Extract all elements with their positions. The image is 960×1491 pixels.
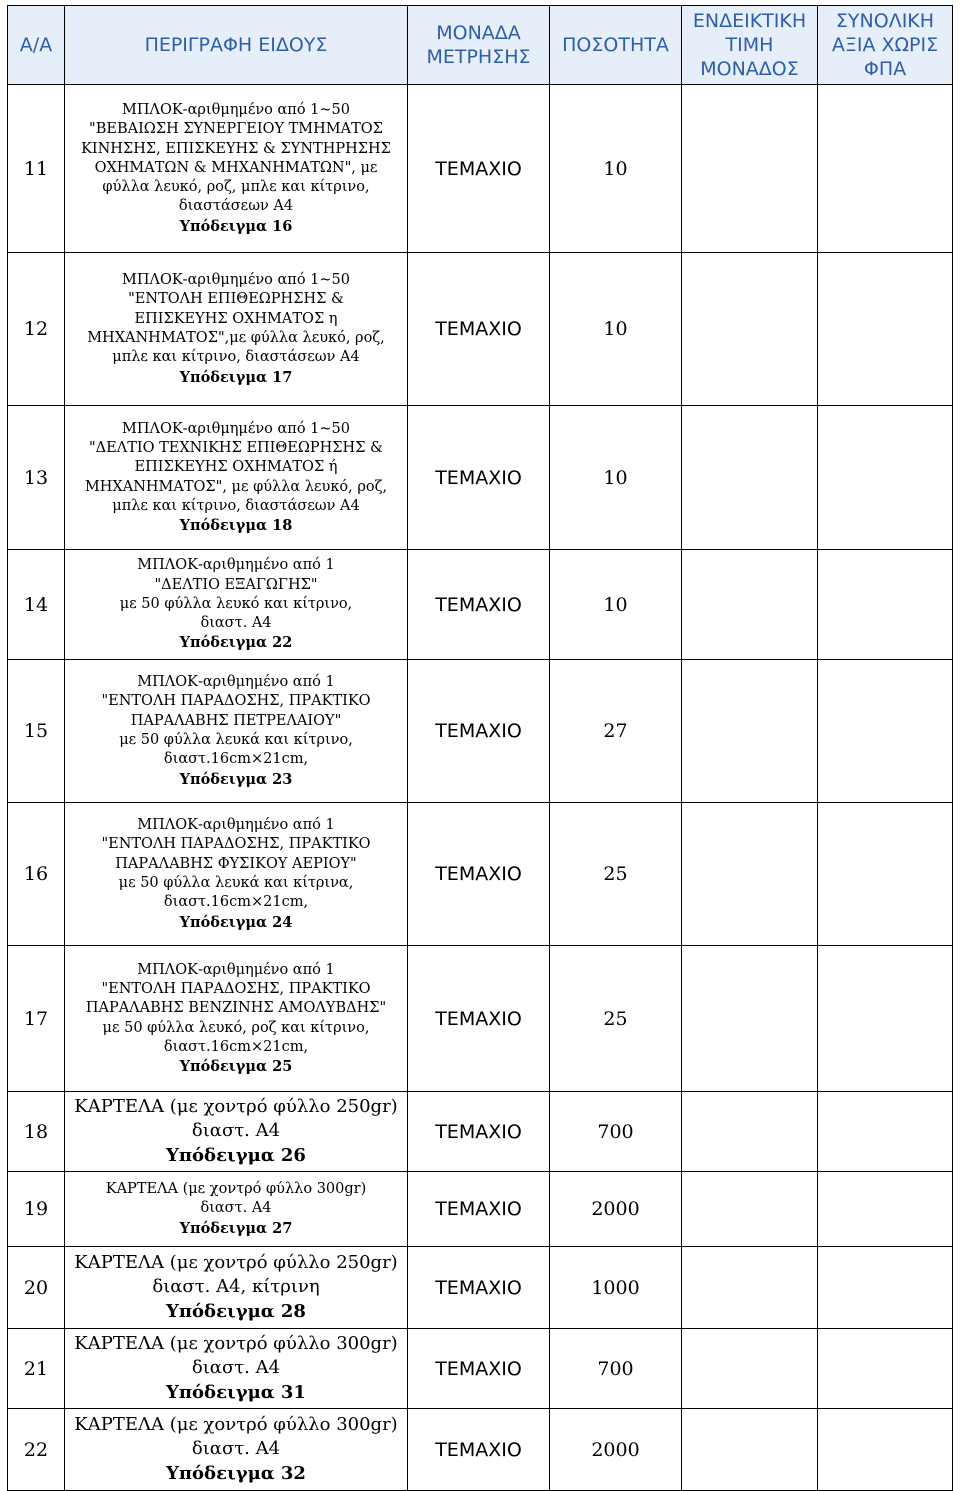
- description-line: ΠΑΡΑΛΑΒΗΣ ΦΥΣΙΚΟΥ ΑΕΡΙΟΥ": [115, 855, 357, 872]
- table-row: [8, 1329, 953, 1409]
- description-line: διαστ. Α4, κίτρινη: [152, 1276, 320, 1298]
- item-total-value[interactable]: [818, 1092, 953, 1172]
- description-line: ΚΙΝΗΣΗΣ, ΕΠΙΣΚΕΥΗΣ & ΣΥΝΤΗΡΗΣΗΣ: [81, 140, 391, 157]
- description-line: μπλε και κίτρινο, διαστάσεων Α4: [112, 497, 360, 514]
- item-description: [65, 946, 408, 1092]
- item-description: [65, 1329, 408, 1409]
- row-number: 17: [8, 946, 65, 1092]
- sample-reference: Υπόδειγμα 32: [166, 1462, 306, 1484]
- table-header-row: [8, 6, 953, 85]
- row-number: 18: [8, 1092, 65, 1172]
- description-line: διαστ. Α4: [191, 1438, 281, 1460]
- header-aa: Α/Α: [8, 6, 65, 85]
- description-line: ΚΑΡΤΕΛΑ (με χοντρό φύλλο 300gr): [74, 1332, 398, 1354]
- item-unit: ΤΕΜΑΧΙΟ: [408, 1092, 550, 1172]
- description-line: με 50 φύλλα λευκά και κίτρινο,: [119, 732, 353, 748]
- item-unit-price[interactable]: [682, 1247, 818, 1329]
- item-unit: ΤΕΜΑΧΙΟ: [408, 406, 550, 550]
- item-quantity: 25: [550, 803, 682, 946]
- item-unit-price[interactable]: [682, 406, 818, 550]
- item-unit-price[interactable]: [682, 1329, 818, 1409]
- table-row: [8, 1092, 953, 1172]
- item-quantity: 1000: [550, 1247, 682, 1329]
- row-number: 21: [8, 1329, 65, 1409]
- sample-reference: Υπόδειγμα 18: [179, 517, 293, 535]
- item-description: [65, 85, 408, 253]
- description-line: διαστ. Α4: [191, 1357, 281, 1379]
- description-line: "ΕΝΤΟΛΗ ΠΑΡΑΔΟΣΗΣ, ΠΡΑΚΤΙΚΟ: [101, 836, 371, 853]
- item-unit-price[interactable]: [682, 1172, 818, 1247]
- sample-reference: Υπόδειγμα 16: [179, 217, 293, 235]
- item-quantity: 700: [550, 1329, 682, 1409]
- sample-reference: Υπόδειγμα 24: [179, 913, 293, 931]
- item-unit: ΤΕΜΑΧΙΟ: [408, 550, 550, 660]
- item-total-value[interactable]: [818, 1172, 953, 1247]
- item-quantity: 2000: [550, 1409, 682, 1491]
- table-row: [8, 803, 953, 946]
- description-line: διαστάσεων Α4: [178, 198, 294, 215]
- item-description: [65, 1092, 408, 1172]
- description-line: μπλε και κίτρινο, διαστάσεων Α4: [112, 349, 360, 366]
- item-description: [65, 1409, 408, 1491]
- item-description: [65, 1172, 408, 1247]
- header-unit-price: ΕΝΔΕΙΚΤΙΚΗ ΤΙΜΗ ΜΟΝΑΔΟΣ: [682, 6, 818, 85]
- item-quantity: 25: [550, 946, 682, 1092]
- item-description: [65, 406, 408, 550]
- description-line: ΜΠΛΟΚ-αριθμημένο από 1: [137, 674, 335, 691]
- description-line: "ΕΝΤΟΛΗ ΠΑΡΑΔΟΣΗΣ, ΠΡΑΚΤΙΚΟ: [101, 980, 371, 997]
- item-description: [65, 253, 408, 406]
- description-line: διαστ. Α4: [200, 615, 272, 632]
- item-total-value[interactable]: [818, 660, 953, 803]
- row-number: 12: [8, 253, 65, 406]
- item-total-value[interactable]: [818, 406, 953, 550]
- table-row: [8, 1409, 953, 1491]
- item-quantity: 2000: [550, 1172, 682, 1247]
- table-row: [8, 946, 953, 1092]
- item-description: [65, 1247, 408, 1329]
- description-line: φύλλα λευκό, ροζ, μπλε και κίτρινο,: [102, 179, 370, 196]
- row-number: 15: [8, 660, 65, 803]
- sample-reference: Υπόδειγμα 17: [179, 368, 293, 386]
- row-number: 11: [8, 85, 65, 253]
- description-line: ΜΠΛΟΚ-αριθμημένο από 1~50: [122, 101, 350, 118]
- item-unit-price[interactable]: [682, 946, 818, 1092]
- sample-reference: Υπόδειγμα 26: [166, 1144, 306, 1166]
- item-total-value[interactable]: [818, 85, 953, 253]
- description-line: με 50 φύλλα λευκό και κίτρινο,: [119, 595, 353, 612]
- description-line: "ΒΕΒΑΙΩΣΗ ΣΥΝΕΡΓΕΙΟΥ ΤΜΗΜΑΤΟΣ: [89, 121, 383, 138]
- description-line: ΜΠΛΟΚ-αριθμημένο από 1~50: [122, 272, 350, 289]
- description-line: διαστ.16cm×21cm,: [163, 894, 309, 911]
- row-number: 16: [8, 803, 65, 946]
- sample-reference: Υπόδειγμα 31: [166, 1381, 306, 1403]
- row-number: 14: [8, 550, 65, 660]
- description-line: ΟΧΗΜΑΤΩΝ & ΜΗΧΑΝΗΜΑΤΩΝ", με: [94, 159, 378, 176]
- item-unit: ΤΕΜΑΧΙΟ: [408, 660, 550, 803]
- item-total-value[interactable]: [818, 1329, 953, 1409]
- item-unit: ΤΕΜΑΧΙΟ: [408, 1329, 550, 1409]
- item-unit: ΤΕΜΑΧΙΟ: [408, 1409, 550, 1491]
- row-number: 19: [8, 1172, 65, 1247]
- items-table: [7, 5, 953, 1491]
- item-total-value[interactable]: [818, 253, 953, 406]
- sample-reference: Υπόδειγμα 22: [179, 634, 293, 652]
- description-line: ΚΑΡΤΕΛΑ (με χοντρό φύλλο 250gr): [74, 1251, 398, 1273]
- item-total-value[interactable]: [818, 946, 953, 1092]
- description-line: ΠΑΡΑΛΑΒΗΣ ΒΕΝΖΙΝΗΣ ΑΜΟΛΥΒΔΗΣ": [85, 1000, 387, 1017]
- table-row: [8, 550, 953, 660]
- description-line: διαστ.16cm×21cm,: [163, 1038, 309, 1055]
- description-line: ΜΗΧΑΝΗΜΑΤΟΣ",με φύλλα λευκό, ροζ,: [87, 330, 385, 346]
- description-line: ΜΠΛΟΚ-αριθμημένο από 1: [137, 961, 335, 978]
- description-line: "ΕΝΤΟΛΗ ΕΠΙΘΕΩΡΗΣΗΣ &: [128, 291, 344, 308]
- item-unit-price[interactable]: [682, 660, 818, 803]
- table-row: [8, 660, 953, 803]
- header-quantity: ΠΟΣΟΤΗΤΑ: [550, 6, 682, 85]
- description-line: διαστ.16cm×21cm,: [163, 751, 309, 768]
- item-total-value[interactable]: [818, 1247, 953, 1329]
- description-line: με 50 φύλλα λευκό, ροζ και κίτρινο,: [102, 1019, 370, 1036]
- item-unit: ΤΕΜΑΧΙΟ: [408, 1172, 550, 1247]
- item-quantity: 10: [550, 406, 682, 550]
- description-line: ΜΠΛΟΚ-αριθμημένο από 1: [137, 817, 335, 834]
- row-number: 22: [8, 1409, 65, 1491]
- item-unit-price[interactable]: [682, 1409, 818, 1491]
- description-line: ΚΑΡΤΕΛΑ (με χοντρό φύλλο 300gr): [74, 1413, 398, 1435]
- header-total-value: ΣΥΝΟΛΙΚΗ ΑΞΙΑ ΧΩΡΙΣ ΦΠΑ: [818, 6, 953, 85]
- item-description: [65, 803, 408, 946]
- item-description: [65, 550, 408, 660]
- row-number: 20: [8, 1247, 65, 1329]
- row-number: 13: [8, 406, 65, 550]
- description-line: ΠΑΡΑΛΑΒΗΣ ΠΕΤΡΕΛΑΙΟΥ": [130, 712, 342, 729]
- item-quantity: 10: [550, 85, 682, 253]
- description-line: ΕΠΙΣΚΕΥΗΣ ΟΧΗΜΑΤΟΣ η: [134, 310, 338, 327]
- description-line: "ΔΕΛΤΙΟ ΤΕΧΝΙΚΗΣ ΕΠΙΘΕΩΡΗΣΗΣ &: [89, 439, 383, 456]
- item-total-value[interactable]: [818, 550, 953, 660]
- description-line: "ΔΕΛΤΙΟ ΕΞΑΓΩΓΗΣ": [154, 576, 318, 593]
- item-unit-price[interactable]: [682, 803, 818, 946]
- item-quantity: 10: [550, 253, 682, 406]
- table-row: [8, 1247, 953, 1329]
- item-total-value[interactable]: [818, 803, 953, 946]
- item-quantity: 700: [550, 1092, 682, 1172]
- sample-reference: Υπόδειγμα 27: [179, 1219, 293, 1237]
- item-unit: ΤΕΜΑΧΙΟ: [408, 85, 550, 253]
- item-unit: ΤΕΜΑΧΙΟ: [408, 1247, 550, 1329]
- item-unit: ΤΕΜΑΧΙΟ: [408, 946, 550, 1092]
- sample-reference: Υπόδειγμα 25: [179, 1058, 293, 1076]
- description-line: ΚΑΡΤΕΛΑ (με χοντρό φύλλο 250gr): [74, 1095, 398, 1117]
- description-line: "ΕΝΤΟΛΗ ΠΑΡΑΔΟΣΗΣ, ΠΡΑΚΤΙΚΟ: [101, 693, 371, 710]
- table-body: [8, 85, 953, 1491]
- item-quantity: 10: [550, 550, 682, 660]
- header-unit: ΜΟΝΑΔΑ ΜΕΤΡΗΣΗΣ: [408, 6, 550, 85]
- item-unit: ΤΕΜΑΧΙΟ: [408, 803, 550, 946]
- table-row: [8, 253, 953, 406]
- table-row: [8, 85, 953, 253]
- description-line: με 50 φύλλα λευκά και κίτρινα,: [118, 875, 354, 891]
- description-line: ΜΠΛΟΚ-αριθμημένο από 1~50: [122, 420, 350, 437]
- header-description: ΠΕΡΙΓΡΑΦΗ ΕΙΔΟΥΣ: [65, 6, 408, 85]
- item-description: [65, 660, 408, 803]
- description-line: ΜΗΧΑΝΗΜΑΤΟΣ", με φύλλα λευκό, ροζ,: [84, 478, 388, 495]
- table-row: [8, 406, 953, 550]
- description-line: διαστ. Α4: [200, 1200, 272, 1217]
- item-unit: ΤΕΜΑΧΙΟ: [408, 253, 550, 406]
- item-unit-price[interactable]: [682, 85, 818, 253]
- table-row: [8, 1172, 953, 1247]
- item-quantity: 27: [550, 660, 682, 803]
- description-line: ΜΠΛΟΚ-αριθμημένο από 1: [137, 557, 335, 574]
- item-unit-price[interactable]: [682, 550, 818, 660]
- description-line: διαστ. Α4: [191, 1120, 281, 1142]
- description-line: ΕΠΙΣΚΕΥΗΣ ΟΧΗΜΑΤΟΣ ή: [134, 459, 338, 476]
- item-unit-price[interactable]: [682, 253, 818, 406]
- sample-reference: Υπόδειγμα 28: [166, 1300, 306, 1322]
- item-unit-price[interactable]: [682, 1092, 818, 1172]
- description-line: ΚΑΡΤΕΛΑ (με χοντρό φύλλο 300gr): [105, 1181, 367, 1198]
- sample-reference: Υπόδειγμα 23: [179, 770, 293, 788]
- item-total-value[interactable]: [818, 1409, 953, 1491]
